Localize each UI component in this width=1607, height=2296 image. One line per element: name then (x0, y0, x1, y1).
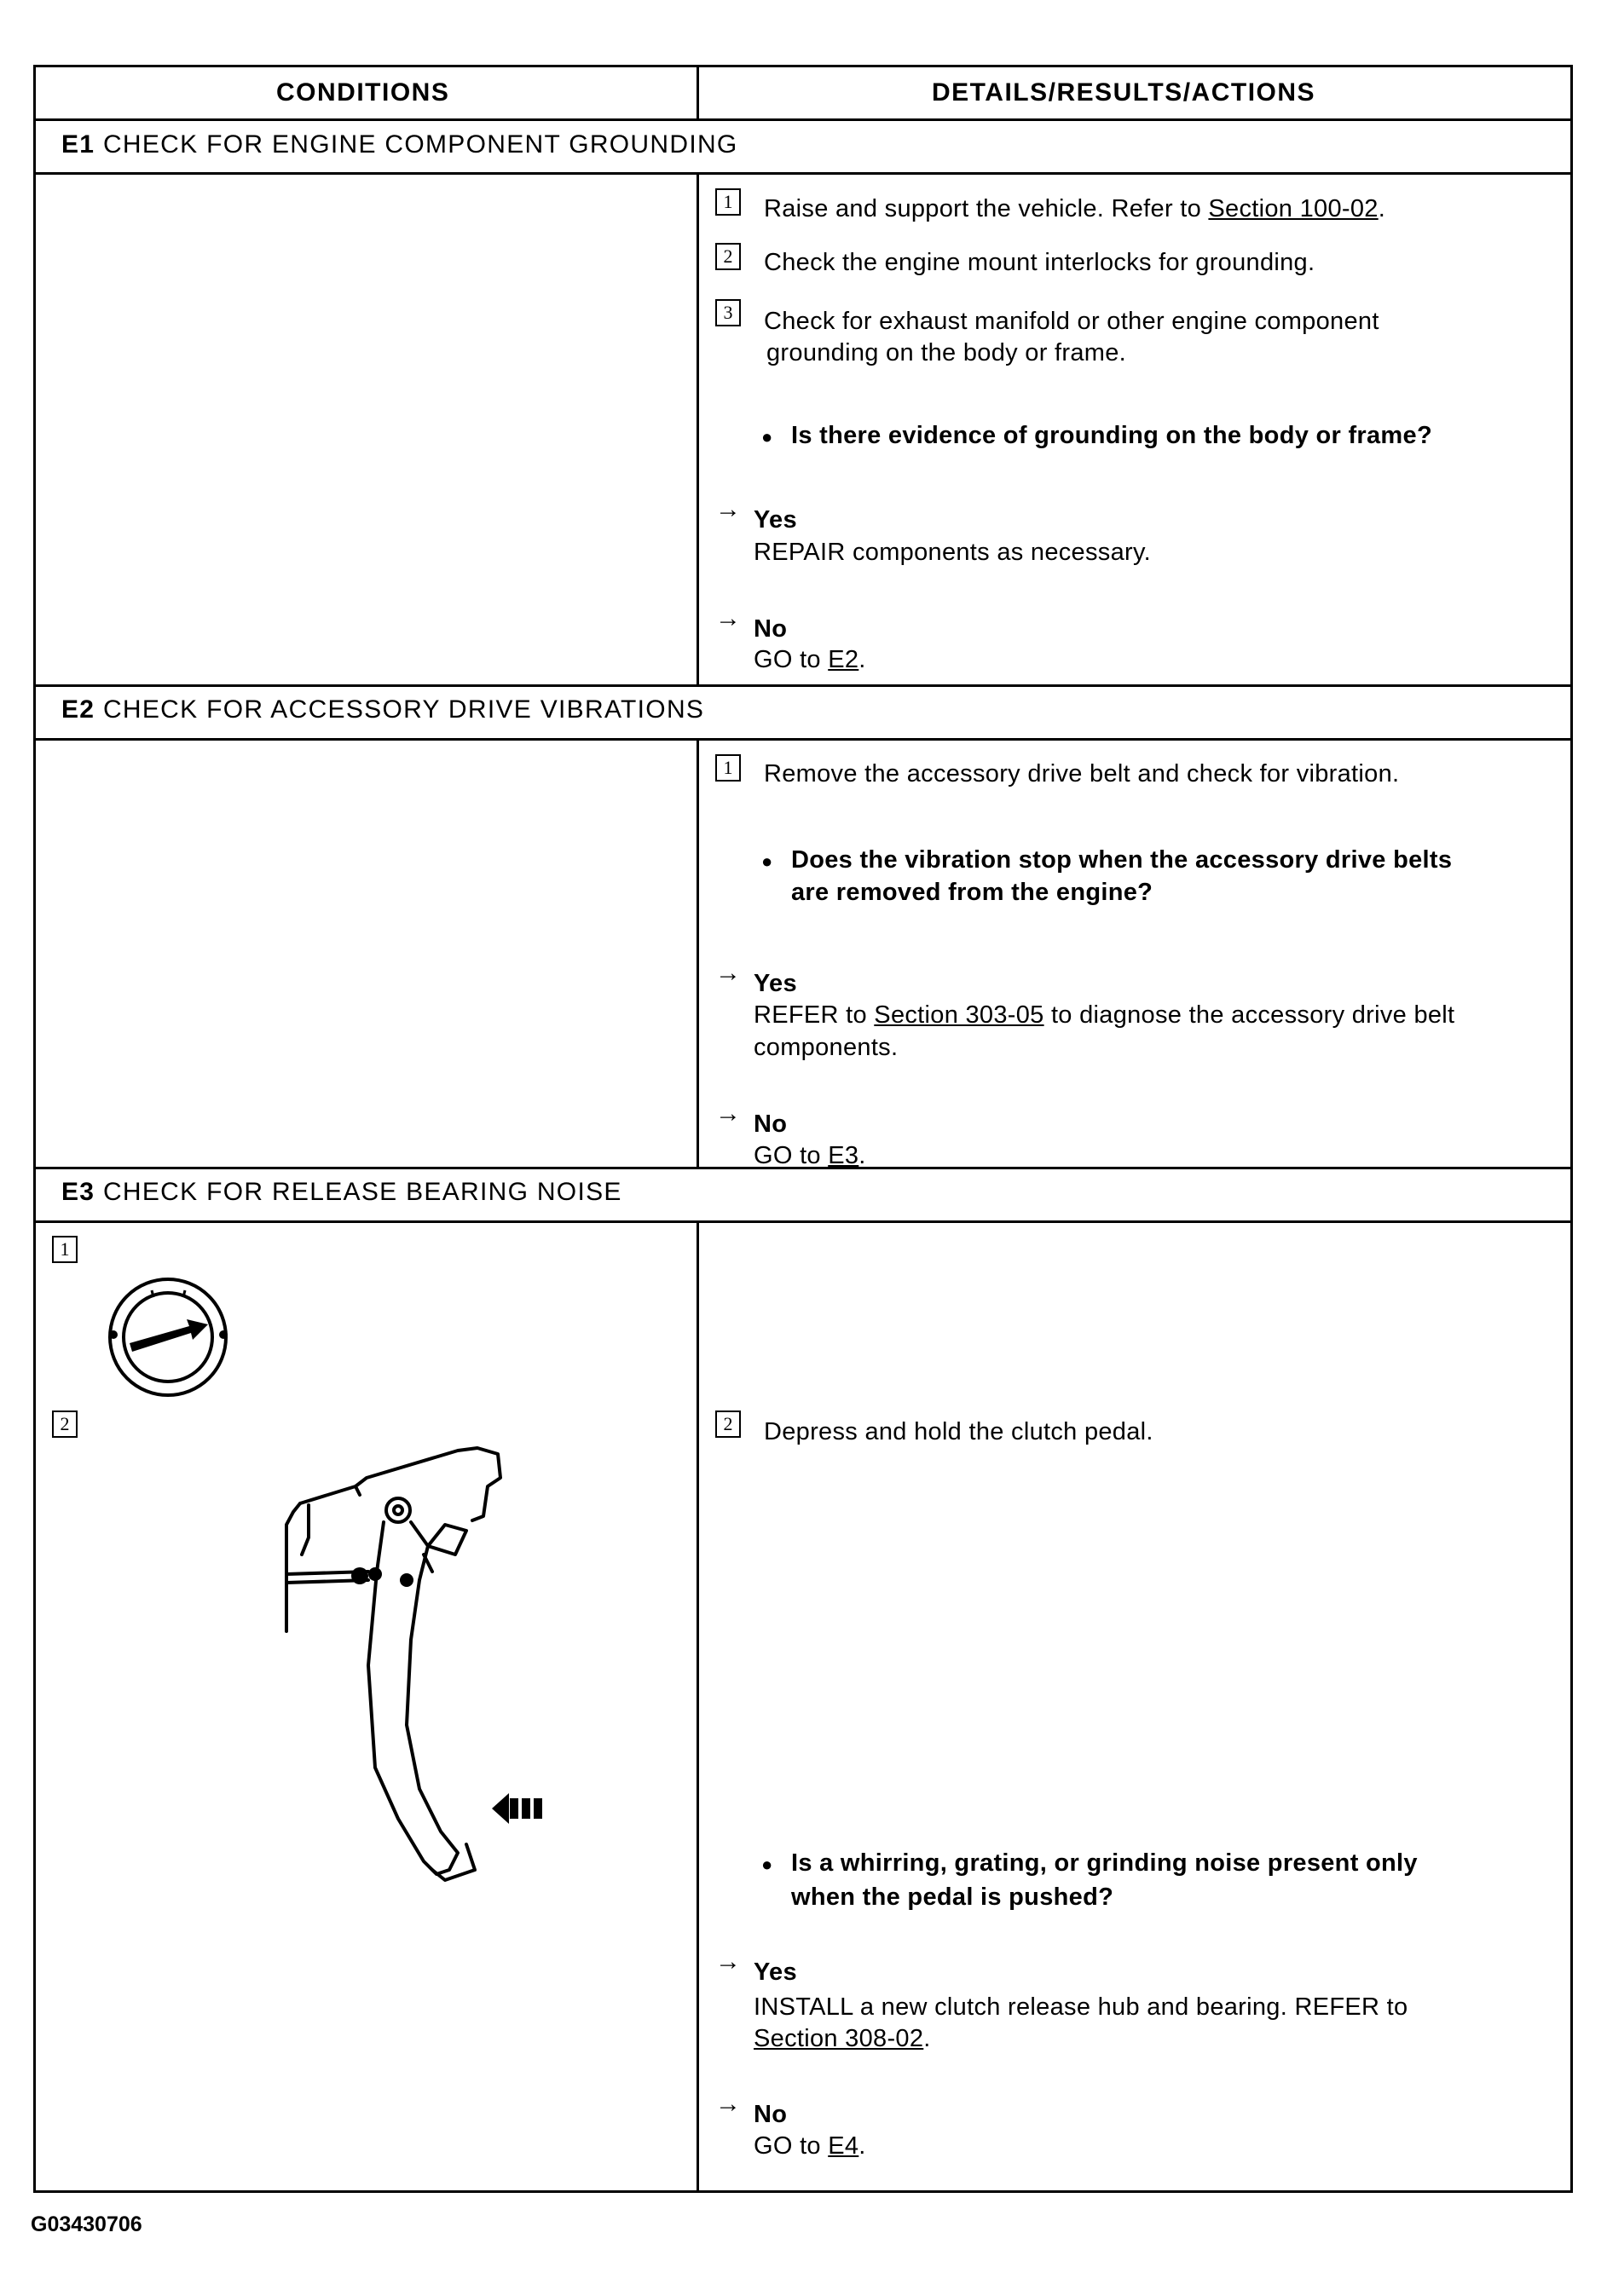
e1-step-3-line1: Check for exhaust manifold or other engine component (764, 308, 1379, 335)
clutch-pedal-icon (275, 1444, 573, 1904)
e2-yes-label: Yes (754, 970, 797, 997)
e2-title: CHECK FOR ACCESSORY DRIVE VIBRATIONS (102, 695, 705, 724)
e3-left-step-1-box: 1 (52, 1236, 78, 1263)
e2-question-line1: Does the vibration stop when the accessory drive belts (791, 846, 1453, 874)
arrow-right-icon: → (715, 495, 741, 523)
e1-question: Is there evidence of grounding on the body or frame? (791, 422, 1432, 449)
e1-yes-label: Yes (754, 506, 797, 534)
e3-yes-label: Yes (754, 1959, 797, 1986)
e1-step-3-line2: grounding on the body or frame. (766, 339, 1127, 366)
e2-yes-text (754, 1000, 1454, 1030)
e1-no-text (754, 644, 866, 675)
arrow-right-icon: → (715, 604, 741, 632)
e2-yes-prefix: REFER to (754, 1001, 875, 1029)
arrow-right-icon: → (715, 1099, 741, 1128)
link-e2[interactable]: E2 (828, 646, 859, 673)
e2-section-title (61, 695, 704, 725)
e1-no-prefix: GO to (754, 646, 829, 673)
e2-yes-line2: components. (754, 1034, 899, 1061)
e3-code: E3 (61, 1178, 95, 1206)
link-section-100-02[interactable]: Section 100-02 (1208, 195, 1379, 222)
e1-no-period: . (858, 646, 866, 673)
figure-code: G03430706 (31, 2212, 142, 2236)
e2-no-period: . (858, 1142, 866, 1169)
e3-question-line1: Is a whirring, grating, or grinding noise present only (791, 1849, 1418, 1877)
link-e4[interactable]: E4 (828, 2132, 859, 2160)
e3-no-text (754, 2131, 866, 2161)
e1-step-1-period: . (1378, 195, 1386, 222)
link-e3[interactable]: E3 (828, 1142, 859, 1169)
e2-step-1-box: 1 (715, 754, 741, 782)
e3-yes-line1: INSTALL a new clutch release hub and bearing. REFER to (754, 1993, 1408, 2021)
e2-no-prefix: GO to (754, 1142, 829, 1169)
e3-left-step-2-box: 2 (52, 1410, 78, 1438)
e1-yes-text: REPAIR components as necessary. (754, 539, 1151, 566)
arrow-right-icon: → (715, 2090, 741, 2118)
e2-no-text (754, 1140, 866, 1171)
e1-step-1 (764, 193, 1385, 224)
e1-step-1-box: 1 (715, 188, 741, 216)
e2-yes-suffix: to diagnose the accessory drive belt (1043, 1001, 1455, 1029)
e3-no-prefix: GO to (754, 2132, 829, 2160)
e1-step-2-text: Check the engine mount interlocks for grounding. (764, 249, 1315, 276)
e1-title: CHECK FOR ENGINE COMPONENT GROUNDING (102, 130, 738, 159)
e1-step-1-text: Raise and support the vehicle. Refer to (764, 195, 1209, 222)
e3-yes-period: . (923, 2025, 931, 2052)
e3-section-title (61, 1177, 622, 1208)
e3-title: CHECK FOR RELEASE BEARING NOISE (102, 1178, 622, 1206)
link-section-308-02[interactable]: Section 308-02 (754, 2025, 924, 2052)
e2-question-line2: are removed from the engine? (791, 879, 1153, 906)
e1-step-3-box: 3 (715, 299, 741, 326)
e3-yes-line2 (754, 2023, 931, 2054)
e3-step-2-text: Depress and hold the clutch pedal. (764, 1418, 1153, 1445)
column-divider (697, 172, 699, 684)
link-section-303-05[interactable]: Section 303-05 (874, 1001, 1044, 1029)
e1-step-2-box: 2 (715, 243, 741, 270)
details-header: DETAILS/RESULTS/ACTIONS (932, 78, 1316, 107)
column-divider (697, 738, 699, 1167)
e3-no-period: . (858, 2132, 866, 2160)
header-divider (36, 118, 1570, 121)
arrow-right-icon: → (715, 959, 741, 987)
e3-title-divider (36, 1220, 1570, 1223)
arrow-right-icon: → (715, 1947, 741, 1976)
bullet-icon: ● (761, 851, 773, 872)
column-divider (697, 1220, 699, 2193)
conditions-header: CONDITIONS (276, 78, 450, 107)
e3-question-line2: when the pedal is pushed? (791, 1884, 1114, 1911)
e1-no-label: No (754, 615, 788, 643)
e1-title-divider (36, 172, 1570, 175)
e2-step-1-text: Remove the accessory drive belt and check for vibration. (764, 760, 1400, 787)
e2-title-divider (36, 738, 1570, 741)
bullet-icon: ● (761, 1854, 773, 1875)
e2-no-label: No (754, 1111, 788, 1138)
diagnostic-table (33, 65, 1573, 2193)
e3-step-2-box: 2 (715, 1410, 741, 1438)
column-divider (697, 67, 699, 118)
e1-code: E1 (61, 130, 95, 159)
e1-section-title (61, 130, 738, 160)
e1-end-divider (36, 684, 1570, 687)
e3-no-label: No (754, 2101, 788, 2128)
e2-code: E2 (61, 695, 95, 724)
bullet-icon: ● (761, 426, 773, 447)
ignition-key-icon (104, 1273, 232, 1401)
